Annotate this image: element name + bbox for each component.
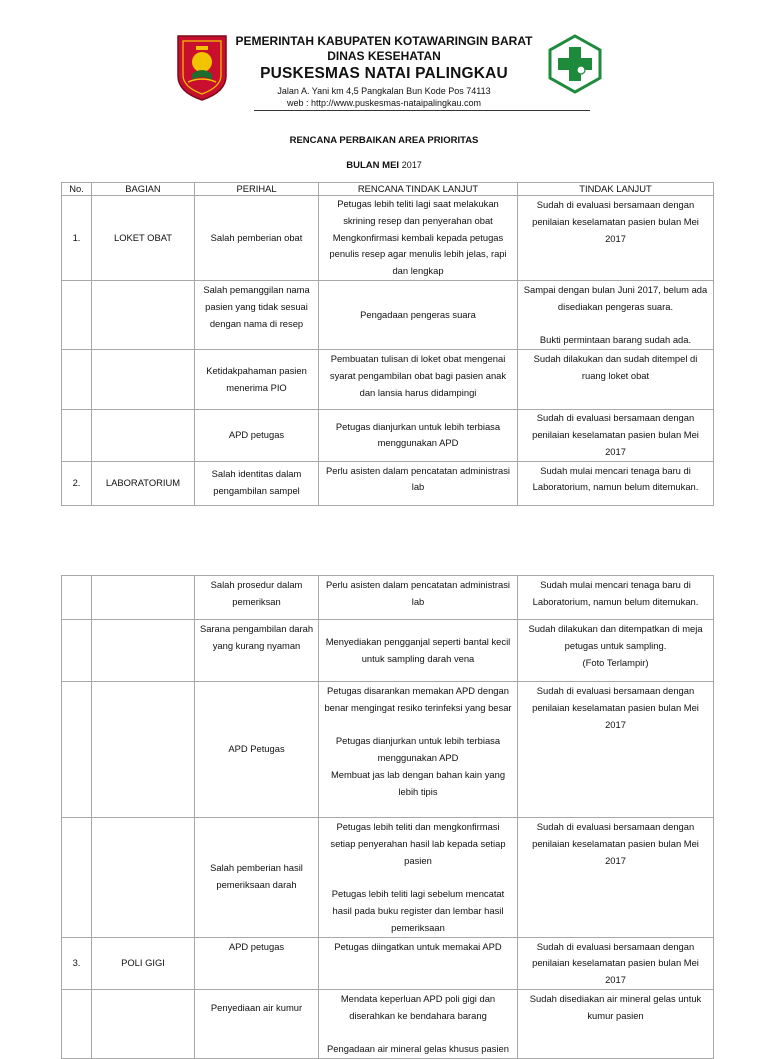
table-row	[62, 461, 714, 505]
cell-perihal: Penyediaan air kumur	[195, 989, 319, 1058]
col-header-no: No.	[62, 183, 92, 196]
cell-perihal: Ketidakpahaman pasien menerima PIO	[195, 350, 319, 410]
cell-perihal: Sarana pengambilan darah yang kurang nyaman	[195, 620, 319, 682]
cell-perihal: Salah prosedur dalam pemeriksan	[195, 576, 319, 620]
cell-bagian	[92, 410, 195, 461]
cell-rencana: Petugas disarankan memakan APD dengan benar mengingat resiko terinfeksi yang besar Petugas dianjurkan untuk lebih terbiasa menggunakan APD Membuat jas lab dengan bahan kain yang lebih tipis	[319, 682, 518, 818]
table-row	[62, 682, 714, 818]
cell-tindak: Sudah mulai mencari tenaga baru di Laboratorium, namun belum ditemukan.	[518, 576, 714, 620]
letterhead-divider	[254, 110, 590, 111]
cell-rencana: Pengadaan pengeras suara	[319, 280, 518, 349]
cell-tindak: Sudah di evaluasi bersamaan dengan penilaian keselamatan pasien bulan Mei 2017	[518, 937, 714, 989]
cell-perihal: Salah pemberian hasil pemeriksaan darah	[195, 818, 319, 938]
table-row	[62, 350, 714, 410]
cell-perihal: Salah identitas dalam pengambilan sampel	[195, 461, 319, 505]
cell-no	[62, 620, 92, 682]
cell-no	[62, 410, 92, 461]
cell-rencana: Pembuatan tulisan di loket obat mengenai syarat pengambilan obat bagi pasien anak dan lansia harus didampingi	[319, 350, 518, 410]
letterhead-government: PEMERINTAH KABUPATEN KOTAWARINGIN BARAT	[235, 34, 533, 48]
cell-rencana: Perlu asisten dalam pencatatan administrasi lab	[319, 576, 518, 620]
kotawaringin-barat-emblem-icon	[174, 32, 230, 102]
table-row	[62, 576, 714, 620]
cell-perihal: APD petugas	[195, 410, 319, 461]
letterhead-website: web : http://www.puskesmas-nataipalingkau.com	[286, 98, 482, 108]
cell-rencana: Perlu asisten dalam pencatatan administrasi lab	[319, 461, 518, 505]
subtitle-year: 2017	[401, 160, 422, 170]
table-row	[62, 410, 714, 461]
document-title: RENCANA PERBAIKAN AREA PRIORITAS	[289, 135, 479, 146]
cell-no	[62, 682, 92, 818]
cell-bagian: POLI GIGI	[92, 937, 195, 989]
cell-perihal: APD Petugas	[195, 682, 319, 818]
table-header-row	[62, 183, 714, 196]
priority-table-part-2	[61, 575, 714, 1059]
cell-perihal: APD petugas	[195, 937, 319, 989]
cell-bagian	[92, 620, 195, 682]
cell-no: 2.	[62, 461, 92, 505]
cell-rencana: Petugas lebih teliti dan mengkonfirmasi setiap penyerahan hasil lab kepada setiap pasien Petugas lebih teliti lagi sebelum mencatat hasil pada buku register dan lembar hasil pemeriksaan	[319, 818, 518, 938]
col-header-bagian: BAGIAN	[92, 183, 195, 196]
col-header-rencana: RENCANA TINDAK LANJUT	[319, 183, 518, 196]
cell-no	[62, 576, 92, 620]
cell-no: 3.	[62, 937, 92, 989]
cell-perihal: Salah pemberian obat	[195, 196, 319, 281]
cell-rencana: Petugas dianjurkan untuk lebih terbiasa menggunakan APD	[319, 410, 518, 461]
cell-tindak: Sudah di evaluasi bersamaan dengan penilaian keselamatan pasien bulan Mei 2017	[518, 410, 714, 461]
cell-tindak: Sudah di evaluasi bersamaan dengan penilaian keselamatan pasien bulan Mei 2017	[518, 196, 714, 281]
cell-bagian	[92, 818, 195, 938]
cell-bagian	[92, 576, 195, 620]
cell-no	[62, 989, 92, 1058]
letterhead-department: DINAS KESEHATAN	[327, 49, 441, 63]
letterhead-address: Jalan A. Yani km 4,5 Pangkalan Bun Kode Pos 74113	[277, 86, 491, 96]
cell-bagian: LOKET OBAT	[92, 196, 195, 281]
cell-tindak: Sudah mulai mencari tenaga baru di Laboratorium, namun belum ditemukan.	[518, 461, 714, 505]
cell-perihal: Salah pemanggilan nama pasien yang tidak sesuai dengan nama di resep	[195, 280, 319, 349]
cell-tindak: Sudah dilakukan dan ditempatkan di meja petugas untuk sampling. (Foto Terlampir)	[518, 620, 714, 682]
letterhead-institution: PUSKESMAS NATAI PALINGKAU	[260, 65, 508, 82]
cell-bagian	[92, 280, 195, 349]
table-row	[62, 818, 714, 938]
cell-bagian	[92, 682, 195, 818]
cell-rencana: Menyediakan pengganjal seperti bantal kecil untuk sampling darah vena	[319, 620, 518, 682]
cell-tindak: Sudah di evaluasi bersamaan dengan penilaian keselamatan pasien bulan Mei 2017	[518, 682, 714, 818]
cell-tindak: Sampai dengan bulan Juni 2017, belum ada disediakan pengeras suara. Bukti permintaan barang sudah ada.	[518, 280, 714, 349]
document-subtitle	[0, 160, 768, 171]
cell-tindak: Sudah disediakan air mineral gelas untuk kumur pasien	[518, 989, 714, 1058]
priority-table-part-1	[61, 182, 714, 506]
table-row	[62, 280, 714, 349]
table-row	[62, 620, 714, 682]
cell-bagian	[92, 350, 195, 410]
table-row	[62, 937, 714, 989]
cell-tindak: Sudah dilakukan dan sudah ditempel di ruang loket obat	[518, 350, 714, 410]
table-row	[62, 989, 714, 1058]
cell-no	[62, 280, 92, 349]
puskesmas-cross-logo-icon	[546, 33, 604, 95]
cell-no	[62, 818, 92, 938]
cell-no: 1.	[62, 196, 92, 281]
subtitle-label: BULAN MEI	[346, 160, 400, 171]
cell-no	[62, 350, 92, 410]
cell-bagian	[92, 989, 195, 1058]
cell-rencana: Petugas lebih teliti lagi saat melakukan skrining resep dan penyerahan obat Mengkonfirmasi kembali kepada petugas penulis resep agar menulis lebih jelas, rapi dan lengkap	[319, 196, 518, 281]
cell-tindak: Sudah di evaluasi bersamaan dengan penilaian keselamatan pasien bulan Mei 2017	[518, 818, 714, 938]
table-row	[62, 196, 714, 281]
col-header-perihal: PERIHAL	[195, 183, 319, 196]
col-header-tindak: TINDAK LANJUT	[518, 183, 714, 196]
cell-rencana: Petugas diingatkan untuk memakai APD	[319, 937, 518, 989]
cell-rencana: Mendata keperluan APD poli gigi dan diserahkan ke bendahara barang Pengadaan air mineral gelas khusus pasien	[319, 989, 518, 1058]
cell-bagian: LABORATORIUM	[92, 461, 195, 505]
